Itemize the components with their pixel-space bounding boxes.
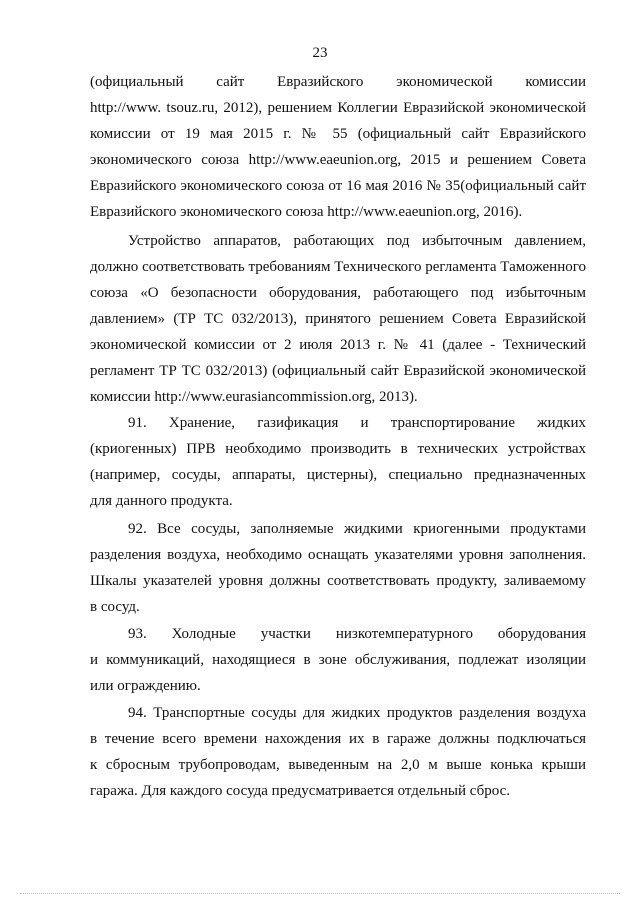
text-line: гаража. Для каждого сосуда предусматривается отдельный сброс.	[90, 783, 511, 799]
text-line: (например, сосуды, аппараты, цистерны), специально предназначенных	[90, 467, 586, 483]
text-line: союза «О безопасности оборудования, работающего под избыточным	[90, 285, 586, 301]
text-line: регламент ТР ТС 032/2013) (официальный сайт Евразийской экономической	[90, 363, 586, 379]
text-line: 94. Транспортные сосуды для жидких продуктов разделения воздуха	[128, 705, 586, 721]
text-line: Шкалы указателей уровня должны соответствовать продукту, заливаемому	[90, 573, 586, 589]
text-line: комиссии от 19 мая 2015 г. № 55 (официальный сайт Евразийского	[90, 126, 586, 142]
text-line: должно соответствовать требованиям Технического регламента Таможенного	[90, 259, 586, 275]
text-line: Евразийского экономического союза от 16 мая 2016 № 35(официальный сайт	[90, 178, 586, 194]
text-line: (официальный сайт Евразийского экономической комиссии	[90, 74, 586, 90]
text-line: (криогенных) ПРВ необходимо производить в технических устройствах	[90, 441, 586, 457]
text-line: экономической комиссии от 2 июля 2013 г. № 41 (далее - Технический	[90, 337, 586, 353]
text-line: Устройство аппаратов, работающих под избыточным давлением,	[128, 233, 586, 249]
text-line: комиссии http://www.eurasiancommission.org, 2013).	[90, 389, 418, 405]
text-line: к сбросным трубопроводам, выведенным на 2,0 м выше конька крыши	[90, 757, 586, 773]
text-line: 91. Хранение, газификация и транспортирование жидких	[128, 415, 586, 431]
text-line: и коммуникаций, находящиеся в зоне обслуживания, подлежат изоляции	[90, 652, 586, 668]
text-line: разделения воздуха, необходимо оснащать указателями уровня заполнения.	[90, 547, 586, 563]
text-line: 93. Холодные участки низкотемпературного оборудования	[128, 626, 586, 642]
text-line: http://www. tsouz.ru, 2012), решением Коллегии Евразийской экономической	[90, 100, 586, 116]
text-line: давлением» (ТР ТС 032/2013), принятого решением Совета Евразийской	[90, 311, 586, 327]
text-line: 92. Все сосуды, заполняемые жидкими криогенными продуктами	[128, 521, 586, 537]
text-line: или ограждению.	[90, 678, 201, 694]
text-line: Евразийского экономического союза http://www.eaeunion.org, 2016).	[90, 204, 523, 220]
text-line: для данного продукта.	[90, 493, 233, 509]
scan-edge-divider	[20, 893, 620, 894]
page-number: 23	[312, 45, 328, 61]
text-line: экономического союза http://www.eaeunion.org, 2015 и решением Совета	[90, 152, 586, 168]
text-line: в сосуд.	[90, 599, 140, 615]
text-line: в течение всего времени нахождения их в гараже должны подключаться	[90, 731, 586, 747]
